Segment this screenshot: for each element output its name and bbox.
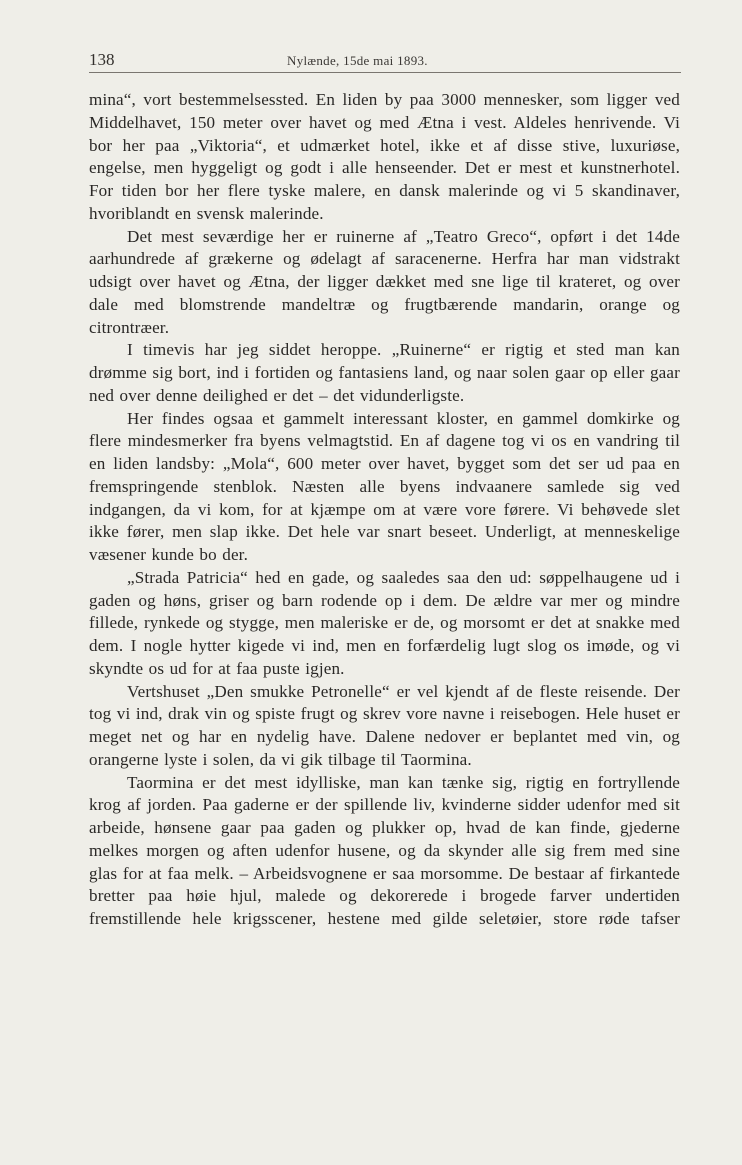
paragraph: Vertshuset „Den smukke Petronelle“ er vel kjendt af de fleste reisende. Der tog vi ind, drak vin og spiste frugt og skrev vore navne i reisebogen. Hele huset er meget net og har en nydelig have. Dalene nedover er beplantet med vin, og orangerne lyste i solen, da vi gik tilbage til Taormina. <box>89 681 680 769</box>
paragraph: Taormina er det mest idylliske, man kan tænke sig, rigtig en fortryllende krog af jorden. Paa gaderne er der spillende liv, kvinderne sidder udenfor med sit arbeide, hønsene gaar paa gaden og plukker op, hvad de kan finde, gjederne melkes morgen og aften udenfor husene, og da skynder alle sig frem med sine glas for at faa melk. – Arbeidsvognene er saa morsomme. De bestaar af firkantede bretter paa høie hjul, malede og dekorerede i brogede farver undertiden fremstillende hele krigsscener, hestene med gilde seletøier, store røde tafser <box>89 772 680 928</box>
paragraph: mina“, vort bestemmelsessted. En liden by paa 3000 mennesker, som ligger ved Middelhavet, 150 meter over havet og med Ætna i vest. Aldeles henrivende. Vi bor her paa „Viktoria“, et udmærket hotel, ikke et af disse stive, luxuriøse, engelse, men hyggeligt og godt i alle henseender. Det er mest et kunstnerhotel. For tiden bor her flere tyske malere, en dansk malerinde og vi 5 skandinaver, hvoriblandt en svensk malerinde. <box>89 90 680 223</box>
header-rule <box>89 72 681 73</box>
page-header <box>89 50 679 72</box>
body-text <box>89 89 680 931</box>
running-head: Nylænde, 15de mai 1893. <box>287 53 428 68</box>
paragraph: Det mest seværdige her er ruinerne af „Teatro Greco“, opført i det 14de aarhundrede af grækerne og ødelagt af saracenerne. Herfra har man vidstrakt udsigt over havet og Ætna, der ligger dækket med sne lige til krateret, og over dale med blomstrende mandeltræ og frugtbærende mandarin, orange og citrontræer. <box>89 226 680 337</box>
page-number: 138 <box>89 50 115 69</box>
paragraph: „Strada Patricia“ hed en gade, og saaledes saa den ud: søppelhaugene ud i gaden og høns, griser og barn rodende op i dem. De ældre var mer og mindre fillede, rynkede og stygge, men maleriske er de, og morsomt er det at snakke med dem. I nogle hytter kigede vi ind, men en forfærdelig lugt slog os imøde, og vi skyndte os ud for at faa puste igjen. <box>89 567 680 678</box>
paragraph: I timevis har jeg siddet heroppe. „Ruinerne“ er rigtig et sted man kan drømme sig bort, ind i fortiden og fantasiens land, og naar solen gaar op eller gaar ned over denne deilighed er det – det vidunderligste. <box>89 340 680 405</box>
paragraph: Her findes ogsaa et gammelt interessant kloster, en gammel domkirke og flere mindesmerker fra byens velmagtstid. En af dagene tog vi os en vandring til en liden landsby: „Mola“, 600 meter over havet, bygget som det ser ud paa en fremspringende stenblok. Næsten alle byens indvaanere samlede sig ved indgangen, da vi kom, for at kjæmpe om at være vore førere. Vi behøvede slet ikke fører, men slap ikke. Det hele var snart beseet. Underligt, at menneskelige væsener kunde bo der. <box>89 408 680 564</box>
